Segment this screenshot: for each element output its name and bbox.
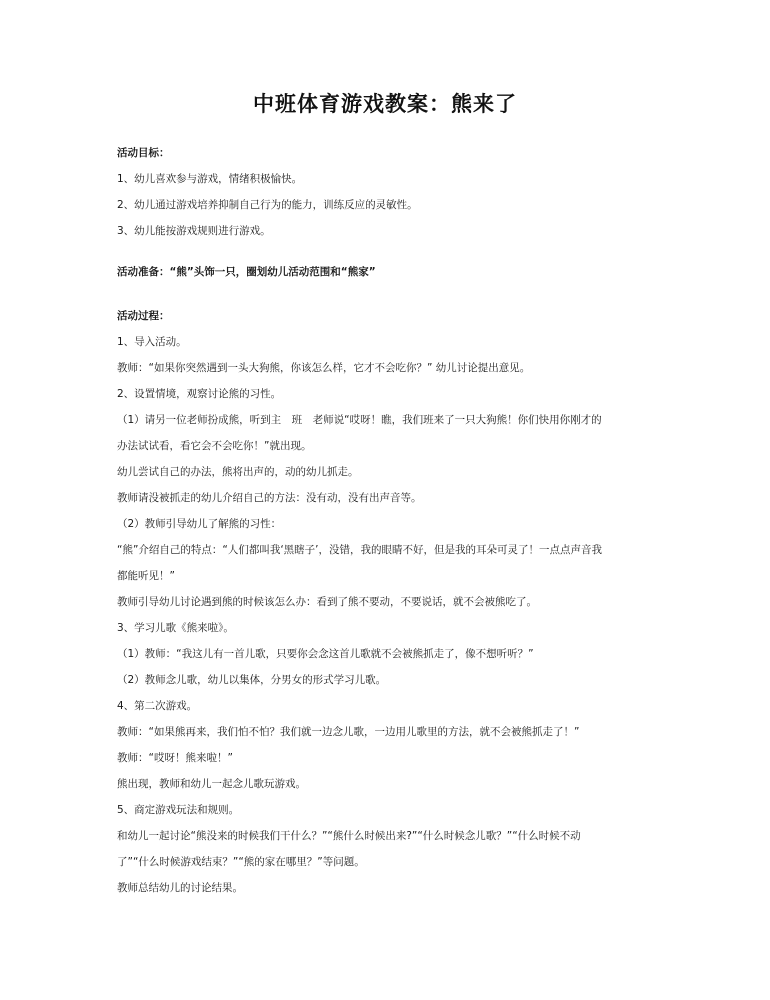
paragraph: 都能听见！” xyxy=(117,570,175,582)
paragraph: （2）教师引导幼儿了解熊的习性： xyxy=(117,518,282,530)
paragraph: 5、商定游戏玩法和规则。 xyxy=(117,804,240,816)
paragraph: 1、导入活动。 xyxy=(117,336,187,348)
paragraph: 3、幼儿能按游戏规则进行游戏。 xyxy=(117,225,271,237)
paragraph: 教师：“如果熊再来，我们怕不怕？我们就一边念儿歌，一边用儿歌里的方法，就不会被熊抓走了！” xyxy=(117,726,580,738)
section-heading-process: 活动过程： xyxy=(117,310,170,322)
paragraph: 教师：“如果你突然遇到一头大狗熊，你该怎么样，它才不会吃你？” 幼儿讨论提出意见。 xyxy=(117,362,531,374)
paragraph: 和幼儿一起讨论“熊没来的时候我们干什么？”“熊什么时候出来?”“什么时候念儿歌？”“什么时候不动 xyxy=(117,830,581,842)
paragraph: 教师引导幼儿讨论遇到熊的时候该怎么办：看到了熊不要动，不要说话，就不会被熊吃了。 xyxy=(117,596,537,608)
section-heading-preparation: 活动准备：“熊”头饰一只，圈划幼儿活动范围和“熊家” xyxy=(117,266,376,278)
paragraph: 熊出现，教师和幼儿一起念儿歌玩游戏。 xyxy=(117,778,306,790)
paragraph: 教师：“哎呀！熊来啦！” xyxy=(117,752,233,764)
paragraph: 1、幼儿喜欢参与游戏，情绪积极愉快。 xyxy=(117,173,303,185)
paragraph: 了”“什么时候游戏结束？”“熊的家在哪里？”等问题。 xyxy=(117,856,365,868)
section-heading-goals: 活动目标： xyxy=(117,147,170,159)
paragraph: 教师总结幼儿的讨论结果。 xyxy=(117,882,243,894)
paragraph: 办法试试看，看它会不会吃你！”就出现。 xyxy=(117,440,312,452)
paragraph: （1）请另一位老师扮成熊，听到主 班 老师说“哎呀！瞧，我们班来了一只大狗熊！你们快用你刚才的 xyxy=(117,414,602,426)
paragraph: 3、学习儿歌《熊来啦》。 xyxy=(117,622,234,634)
paragraph: 4、第二次游戏。 xyxy=(117,700,198,712)
paragraph: （2）教师念儿歌，幼儿以集体，分男女的形式学习儿歌。 xyxy=(117,674,387,686)
paragraph: “熊”介绍自己的特点：“人们都叫我‘黑瞎子’，没错，我的眼睛不好，但是我的耳朵可灵了！一点点声音我 xyxy=(117,544,602,556)
paragraph: （1）教师：“我这儿有一首儿歌，只要你会念这首儿歌就不会被熊抓走了，像不想听听？” xyxy=(117,648,534,660)
document-title: 中班体育游戏教案：熊来了 xyxy=(253,92,517,116)
paragraph: 2、幼儿通过游戏培养抑制自己行为的能力，训练反应的灵敏性。 xyxy=(117,199,418,211)
paragraph: 教师请没被抓走的幼儿介绍自己的方法：没有动，没有出声音等。 xyxy=(117,492,422,504)
paragraph: 2、设置情境，观察讨论熊的习性。 xyxy=(117,388,282,400)
paragraph: 幼儿尝试自己的办法，熊将出声的，动的幼儿抓走。 xyxy=(117,466,359,478)
